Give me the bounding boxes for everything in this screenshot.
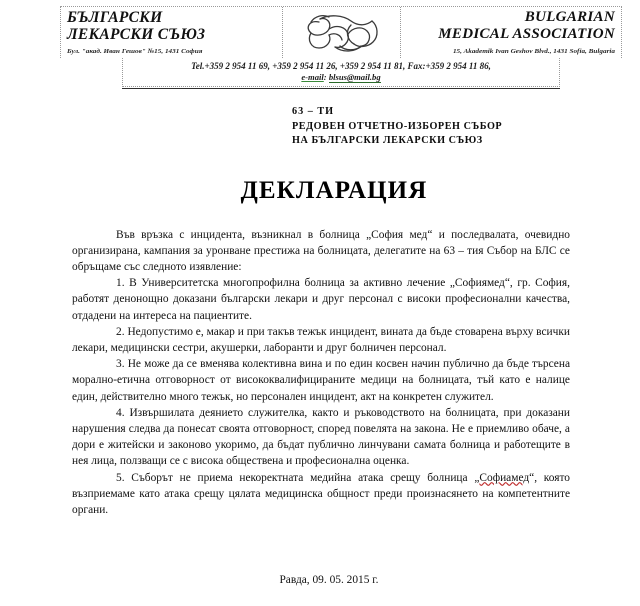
paragraph-item-5-text-after: “, която възприемаме като атака срещу цялата медицинска общност преди произнасянето на компетентните органи. — [72, 471, 570, 516]
email-address-link[interactable]: blsus@mail.bg — [328, 72, 381, 82]
org-name-en-line2: MEDICAL ASSOCIATION — [438, 26, 615, 42]
bma-monogram-logo-icon — [299, 10, 385, 56]
letterhead-english-block — [401, 7, 621, 58]
footer-date-line: Равда, 09. 05. 2015 г. — [279, 574, 379, 586]
org-name-en-line1: BULGARIAN — [524, 9, 615, 25]
paragraph-item-2: 2. Недопустимо е, макар и при такъв тежък инцидент, вината да бъде стоварена върху всички лекари, медицински сестри, акушерки, лаборанти и друг болничен персонал. — [72, 325, 570, 354]
contact-email-line — [127, 72, 555, 83]
paragraph-item-1: 1. В Университетска многопрофилна болница за активно лечение „Софиямед“, гр. София, работят денонощно доказани български лекари и друг персонал с високи професионални качества, отдадени на интереса на пациентите. — [72, 277, 570, 322]
org-name-bg-line2: ЛЕКАРСКИ СЪЮЗ — [67, 26, 206, 43]
document-title: ДЕКЛАРАЦИЯ — [240, 176, 428, 204]
logo-cell — [283, 7, 401, 58]
letterhead-bulgarian-block — [61, 7, 283, 58]
letterhead-row — [60, 6, 622, 58]
contact-phone-line: Tel.+359 2 954 11 69, +359 2 954 11 26, +359 2 954 11 81, Fax:+359 2 954 11 86, — [191, 61, 491, 71]
paragraph-intro: Във връзка с инцидента, възникнал в болница „София мед“ и последвалата, очевидно организирана, кампания за уронване престижа на болницата, делегатите на 63 – тия Събор на БЛС се обръщаме със следното изявление: — [72, 228, 570, 273]
subject-line-2: РЕДОВЕН ОТЧЕТНО-ИЗБОРЕН СЪБОР — [292, 120, 503, 132]
org-address-en: 15, Akademik Ivan Geshov Blvd., 1431 Sofia, Bulgaria — [452, 47, 615, 55]
paragraph-item-3: 3. Не може да се вменява колективна вина и по един косвен начин публично да бъде търсена морално-етична отговорност от висококвалифицираните медици на болницата, тъй като е налице един, действително много тежък, но персонален инцидент, акт на конкретен служител. — [72, 358, 570, 403]
org-name-bg-line1: БЪЛГАРСКИ — [67, 9, 163, 26]
spellcheck-flagged-word: Софиамед — [479, 471, 530, 484]
subject-line-3: НА БЪЛГАРСКИ ЛЕКАРСКИ СЪЮЗ — [292, 135, 483, 146]
email-label: e-mail — [301, 72, 324, 82]
org-address-bg: Бул. "акад. Иван Гешов" №15, 1431 София — [67, 47, 203, 55]
paragraph-item-5-text-before: 5. Съборът не приема некоректната медийна атака срещу болница „ — [116, 471, 480, 484]
paragraph-item-5 — [72, 470, 570, 519]
subject-line-1: 63 – ТИ — [292, 106, 335, 117]
email-separator: : — [323, 72, 329, 82]
letterhead-divider-rule — [122, 88, 560, 89]
letterhead — [60, 6, 622, 89]
subject-block — [0, 105, 640, 149]
letterhead-contact-box — [122, 58, 560, 87]
paragraph-item-4: 4. Извършилата деянието служителка, както и ръководството на болницата, при доказани нарушения следва да понесат своята отговорност, според повелята на закона. Не е приемливо обаче, а дори е житейски и законово укоримо, да бъдат публично линчувани самата болница и работещите в нея лица, ползващи се с висока обществена и професионална оценка. — [72, 406, 570, 468]
document-body — [72, 227, 570, 519]
